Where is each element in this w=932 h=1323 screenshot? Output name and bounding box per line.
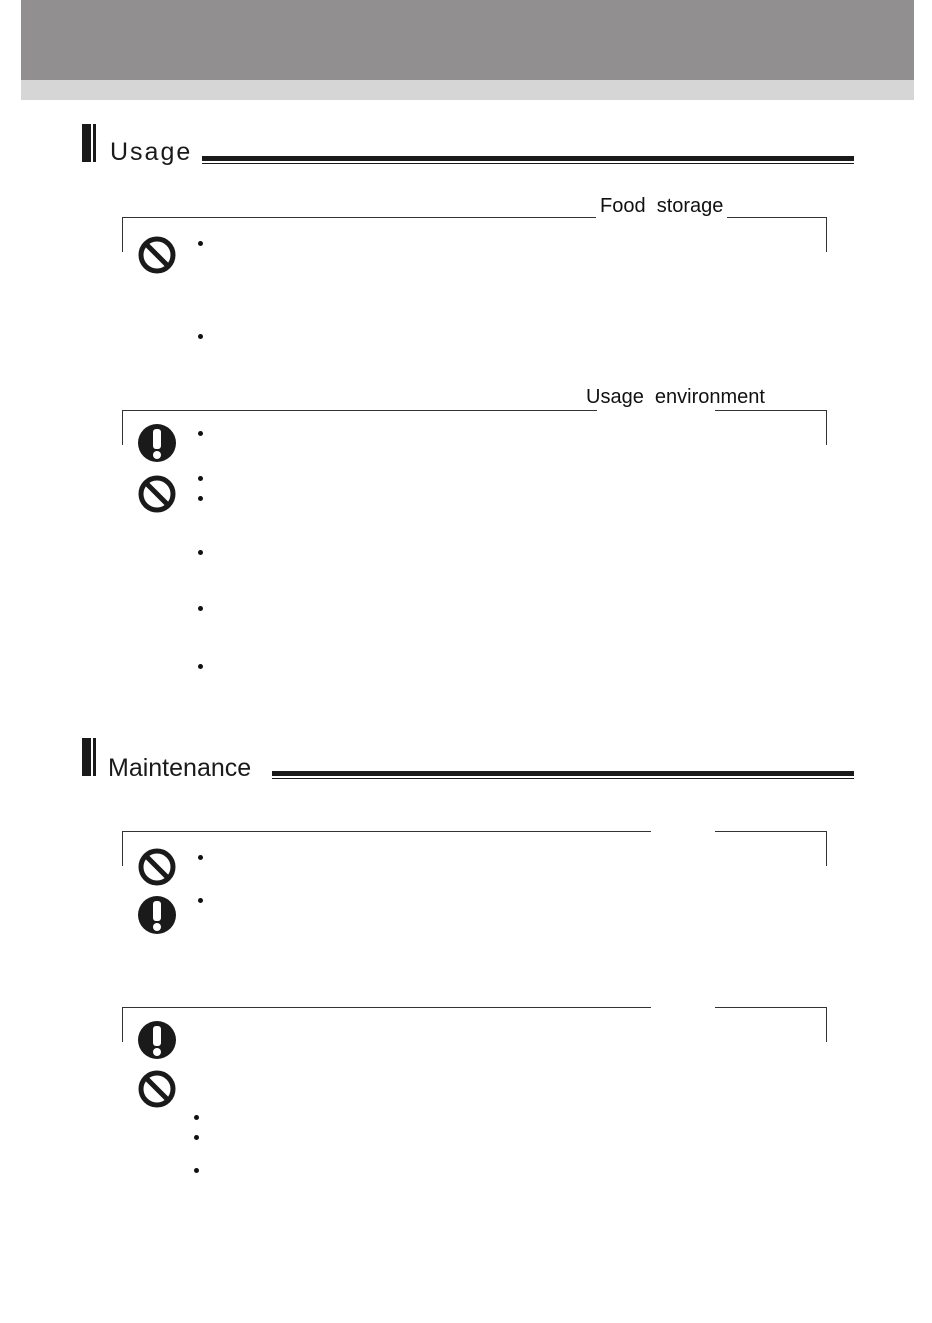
maintenance-section-title: Maintenance: [108, 754, 252, 782]
usage-environment-label: Usage environment: [582, 385, 769, 409]
prohibited-icon: [136, 1068, 178, 1110]
bullet: [198, 241, 203, 246]
maintenance-box-1: [122, 831, 827, 866]
bullet: [198, 664, 203, 669]
prohibited-icon: [136, 234, 178, 276]
usage-section-title: Usage: [110, 138, 193, 166]
food-storage-label: Food storage: [596, 194, 727, 218]
bullet: [198, 606, 203, 611]
usage-environment-box: [122, 410, 827, 445]
bullet: [194, 1168, 199, 1173]
maintenance-title-rule: [272, 771, 854, 776]
header-band: [21, 0, 914, 80]
bullet: [198, 496, 203, 501]
bullet: [198, 334, 203, 339]
bullet: [194, 1115, 199, 1120]
usage-title-rule: [202, 156, 854, 161]
exclamation-icon: [136, 1019, 178, 1061]
section-marker: [82, 124, 98, 162]
exclamation-icon: [136, 894, 178, 936]
maintenance-title-rule-thin: [272, 778, 854, 779]
bullet: [198, 476, 203, 481]
maintenance-box-2: [122, 1007, 827, 1042]
exclamation-icon: [136, 422, 178, 464]
usage-title-rule-thin: [202, 163, 854, 164]
section-marker: [82, 738, 98, 776]
prohibited-icon: [136, 846, 178, 888]
bullet: [198, 855, 203, 860]
bullet: [194, 1135, 199, 1140]
header-strip: [21, 80, 914, 100]
food-storage-box: [122, 217, 827, 252]
bullet: [198, 550, 203, 555]
bullet: [198, 898, 203, 903]
prohibited-icon: [136, 473, 178, 515]
bullet: [198, 431, 203, 436]
